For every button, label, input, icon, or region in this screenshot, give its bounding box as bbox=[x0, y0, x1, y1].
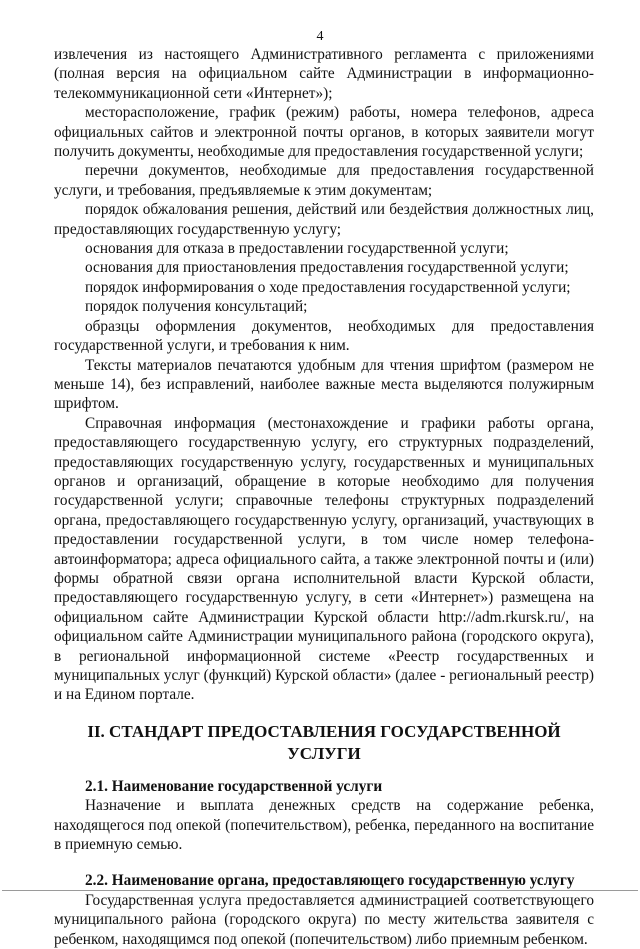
paragraph: перечни документов, необходимые для предоставления государственной услуги, и требования, предъявляемые к этим документам; bbox=[54, 162, 594, 199]
section-title: II. СТАНДАРТ ПРЕДОСТАВЛЕНИЯ ГОСУДАРСТВЕННОЙ УСЛУГИ bbox=[87, 721, 561, 763]
paragraph: Назначение и выплата денежных средств на содержание ребенка, находящегося под опекой (попечительством), ребенка, переданного на воспитание в приемную семью. bbox=[54, 797, 594, 854]
paragraph: месторасположение, график (режим) работы, номера телефонов, адреса официальных сайтов и электронной почты органов, в которых заявители могут получить документы, необходимые для предоставления государственной услуги; bbox=[54, 104, 594, 161]
scan-edge-divider bbox=[2, 890, 638, 891]
paragraph: образцы оформления документов, необходимых для предоставления государственной услуги, и требования к ним. bbox=[54, 317, 594, 355]
paragraph: порядок получения консультаций; bbox=[85, 298, 308, 316]
paragraph: основания для отказа в предоставлении государственной услуги; bbox=[85, 240, 509, 258]
paragraph: Государственная услуга предоставляется администрацией соответствующего муниципального района (городского округа) по месту жительства заявителя с ребенком, находящимся под опекой (попечительством) либо приемным ребенком. bbox=[54, 891, 594, 948]
page-number: 4 bbox=[316, 29, 324, 44]
document-body bbox=[54, 45, 594, 949]
paragraph: порядок обжалования решения, действий или бездействия должностных лиц, предоставляющих государственную услугу; bbox=[54, 201, 594, 238]
paragraph: порядок информирования о ходе предоставления государственной услуги; bbox=[85, 278, 571, 296]
paragraph: основания для приостановления предоставления государственной услуги; bbox=[85, 259, 569, 277]
paragraph: Справочная информация (местонахождение и графики работы органа, предоставляющего государственную услугу, его структурных подразделений, предоставляющих государственную услугу, государственных и муниципальных органов и организаций, обращение в которые необходимо для получения государственной услуги; справочные телефоны структурных подразделений органа, предоставляющего государственную услугу, организаций, участвующих в предоставлении государственной услуги, в том числе номер телефона-автоинформатора; адреса официального сайта, а также электронной почты и (или) формы обратной связи органа исполнительной власти Курской области, предоставляющего государственную услугу, в сети «Интернет») размещена на официальном сайте Администрации Курской области http://adm.rkursk.ru/, на официальном сайте Администрации муниципального района (городского округа), в региональной информационной системе «Реестр государственных и муниципальных услуг (функций) Курской области» (далее - региональный реестр) и на Едином портале. bbox=[54, 414, 594, 704]
subsection-title: 2.1. Наименование государственной услуги bbox=[85, 777, 383, 795]
paragraph: извлечения из настоящего Административного регламента с приложениями (полная версия на официальном сайте Администрации в информационно-телекоммуникационной сети «Интернет»); bbox=[54, 46, 594, 102]
spacer bbox=[54, 854, 594, 871]
subsection-title: 2.2. Наименование органа, предоставляющего государственную услугу bbox=[85, 872, 575, 890]
paragraph: Тексты материалов печатаются удобным для чтения шрифтом (размером не меньше 14), без исправлений, наиболее важные места выделяются полужирным шрифтом. bbox=[54, 356, 594, 413]
